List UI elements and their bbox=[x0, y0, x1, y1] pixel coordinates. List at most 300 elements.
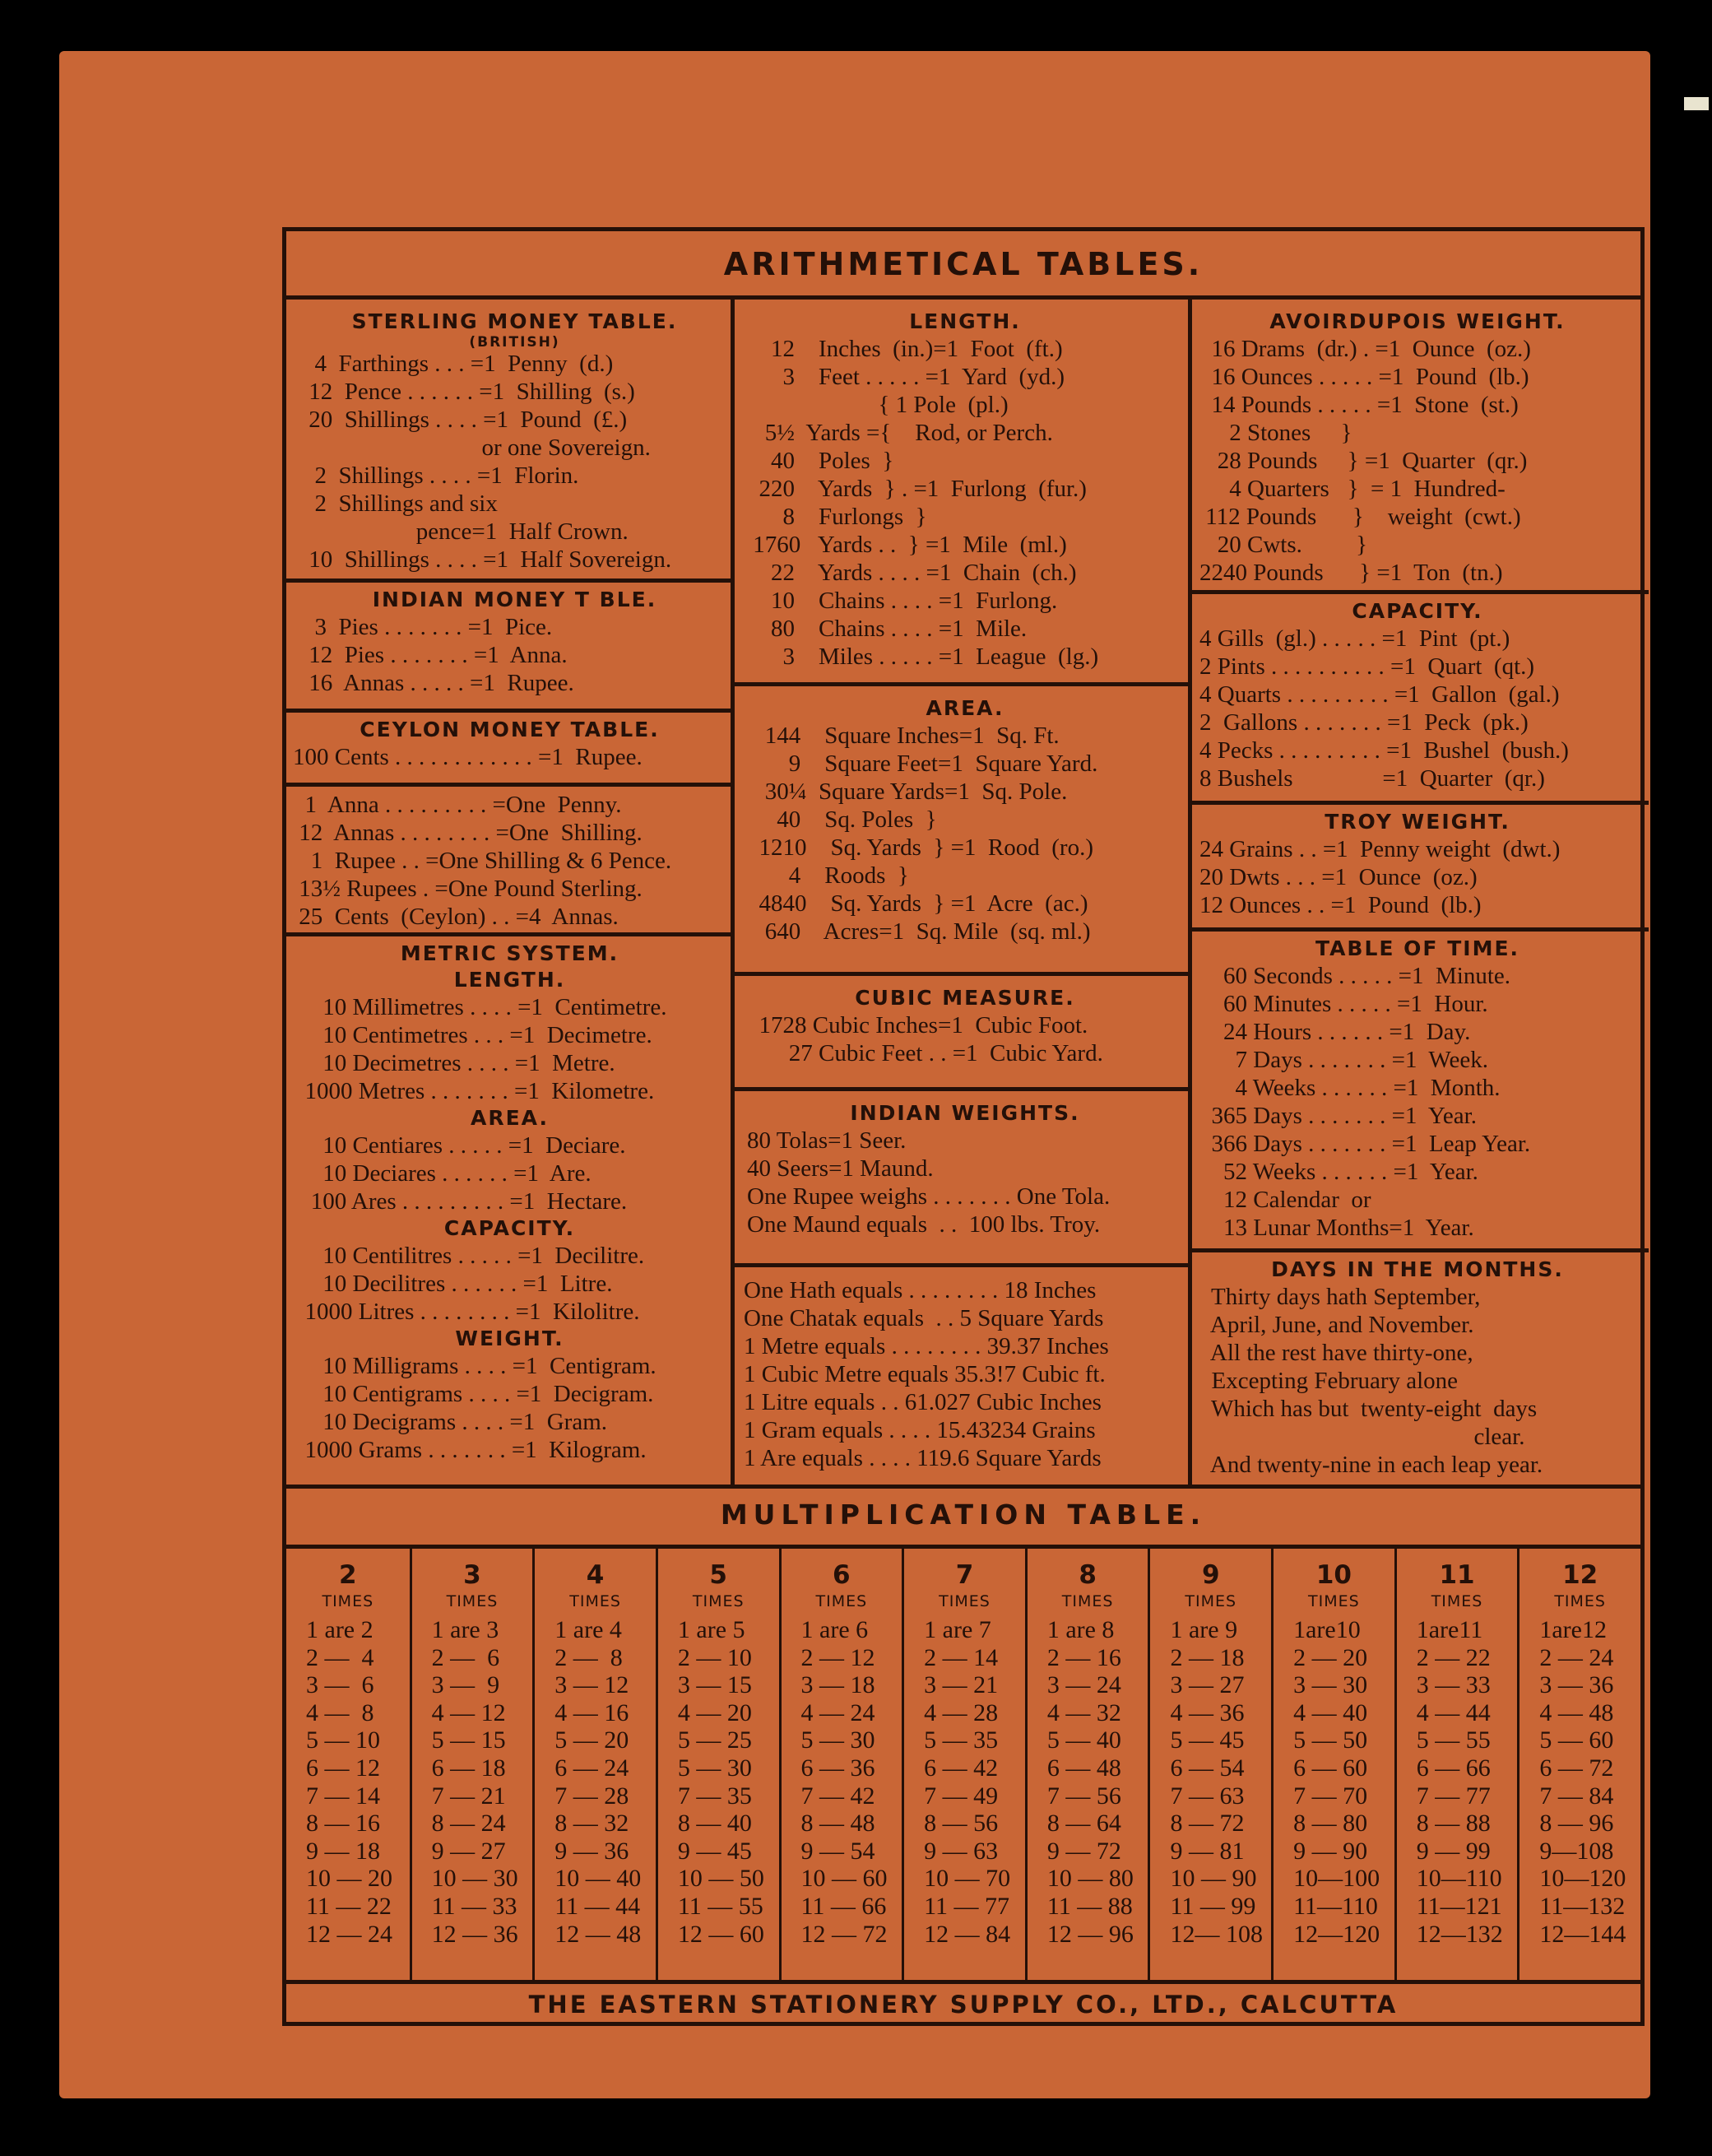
multiplication-row: 8 — 48 bbox=[800, 1810, 875, 1838]
multiplication-row: 5 — 15 bbox=[431, 1726, 506, 1754]
multiplication-row: 11 — 77 bbox=[924, 1892, 1010, 1920]
table-row: 1000 Litres . . . . . . . . =1 Kilolitre. bbox=[293, 1299, 640, 1325]
multiplier-number: 9 bbox=[1201, 1560, 1220, 1590]
multiplication-row: 7 — 77 bbox=[1416, 1782, 1491, 1810]
table-row: 10 Centimetres . . . =1 Decimetre. bbox=[293, 1022, 652, 1048]
table-row: 40 Seers=1 Maund. bbox=[747, 1155, 934, 1182]
times-label: TIMES bbox=[1431, 1592, 1483, 1610]
multiplication-row: 2 — 10 bbox=[677, 1643, 752, 1671]
multiplication-row: 4 — 20 bbox=[677, 1698, 752, 1726]
table-row: 13 Lunar Months=1 Year. bbox=[1199, 1215, 1474, 1241]
table-row: 1000 Metres . . . . . . . =1 Kilometre. bbox=[293, 1078, 655, 1104]
multiplication-row: 12—120 bbox=[1293, 1920, 1380, 1948]
column-divider-2 bbox=[1188, 300, 1192, 1485]
table-row: 3 Pies . . . . . . . =1 Pice. bbox=[303, 614, 553, 640]
multiplication-row: 7 — 56 bbox=[1046, 1782, 1121, 1810]
times-label: TIMES bbox=[1554, 1592, 1606, 1610]
table-row: April, June, and November. bbox=[1199, 1312, 1474, 1338]
section-heading: TROY WEIGHT. bbox=[1325, 810, 1510, 834]
table-row: 4 Quarts . . . . . . . . . =1 Gallon (gal.) bbox=[1199, 681, 1560, 708]
table-row: 2 Pints . . . . . . . . . . =1 Quart (qt.) bbox=[1199, 653, 1535, 680]
area-table bbox=[747, 695, 1183, 946]
publisher-footer: THE EASTERN STATIONERY SUPPLY CO., LTD., CALCUTTA bbox=[528, 1991, 1399, 2019]
multiplication-row: 9—108 bbox=[1539, 1837, 1614, 1865]
times-label: TIMES bbox=[815, 1592, 868, 1610]
table-row: 10 Decilitres . . . . . . =1 Litre. bbox=[293, 1271, 613, 1297]
times-label: TIMES bbox=[569, 1592, 621, 1610]
section-heading: DAYS IN THE MONTHS. bbox=[1271, 1257, 1564, 1281]
table-row: 2 Shillings and six bbox=[303, 490, 498, 517]
indian-money-rows bbox=[303, 613, 726, 697]
multiplication-row: 8 — 56 bbox=[924, 1810, 999, 1838]
table-row: 20 Shillings . . . . =1 Pound (£.) bbox=[303, 407, 628, 433]
table-row: 2 Shillings . . . . =1 Florin. bbox=[303, 462, 579, 489]
multiplication-row: 11 — 22 bbox=[306, 1892, 392, 1920]
table-row: 1000 Grams . . . . . . . =1 Kilogram. bbox=[293, 1437, 647, 1463]
multiplication-row: 8 — 96 bbox=[1539, 1810, 1614, 1838]
multiplication-row: 1 are 4 bbox=[554, 1616, 622, 1643]
multiplication-row: 6 — 24 bbox=[554, 1754, 629, 1782]
area-rows bbox=[747, 722, 1183, 946]
table-row: 27 Cubic Feet . . =1 Cubic Yard. bbox=[747, 1040, 1103, 1066]
spine-edge bbox=[1684, 97, 1709, 110]
multiplication-row: 2 — 4 bbox=[306, 1643, 374, 1671]
multiplication-row: 1 are 7 bbox=[924, 1616, 991, 1643]
multiplication-row: 6 — 66 bbox=[1416, 1754, 1491, 1782]
multiplication-row: 12 — 72 bbox=[800, 1920, 888, 1948]
table-row: pence=1 Half Crown. bbox=[303, 518, 629, 545]
table-row: 10 Deciares . . . . . . =1 Are. bbox=[293, 1160, 592, 1187]
multiplication-row: 3 — 12 bbox=[554, 1671, 629, 1699]
multiplication-row: 6 — 12 bbox=[306, 1754, 380, 1782]
avoirdupois-rows bbox=[1199, 335, 1635, 587]
multiplication-row: 11 — 99 bbox=[1170, 1892, 1256, 1920]
multiplication-row: 4 — 24 bbox=[800, 1698, 875, 1726]
multiplication-row: 2 — 16 bbox=[1046, 1643, 1121, 1671]
table-row: 4 Weeks . . . . . . =1 Month. bbox=[1199, 1075, 1501, 1101]
table-row: Which has but twenty-eight days bbox=[1199, 1396, 1538, 1422]
table-row: 100 Ares . . . . . . . . . =1 Hectare. bbox=[293, 1188, 628, 1215]
table-row: 3 Miles . . . . . =1 League (lg.) bbox=[747, 644, 1099, 670]
table-row: 13½ Rupees . =One Pound Sterling. bbox=[293, 876, 643, 902]
multiplication-row: 8 — 16 bbox=[306, 1810, 380, 1838]
multiplication-row: 4 — 44 bbox=[1416, 1698, 1491, 1726]
multiplication-row: 1 are 8 bbox=[1046, 1616, 1115, 1643]
times-label: TIMES bbox=[1061, 1592, 1114, 1610]
table-row: 8 Bushels =1 Quarter (qr.) bbox=[1199, 765, 1545, 792]
multiplication-row: 3 — 36 bbox=[1539, 1671, 1614, 1699]
table-row: 80 Chains . . . . =1 Mile. bbox=[747, 616, 1028, 642]
multiplication-row: 7 — 63 bbox=[1170, 1782, 1245, 1810]
multiplication-row: 2 — 12 bbox=[800, 1643, 875, 1671]
rule-r3 bbox=[1192, 927, 1649, 932]
multiplication-row: 3 — 24 bbox=[1046, 1671, 1121, 1699]
section-heading: INDIAN WEIGHTS. bbox=[850, 1101, 1080, 1125]
multiplication-column-12 bbox=[1517, 1549, 1640, 1980]
multiplier-number: 3 bbox=[463, 1560, 481, 1590]
section-subheading: (BRITISH) bbox=[469, 334, 560, 351]
multiplication-row: 5 — 35 bbox=[924, 1726, 999, 1754]
multiplication-row: 11—132 bbox=[1539, 1892, 1626, 1920]
multiplication-row: 5 — 50 bbox=[1293, 1726, 1368, 1754]
multiplication-row: 2 — 6 bbox=[431, 1643, 500, 1671]
multiplication-row: 5 — 20 bbox=[554, 1726, 629, 1754]
table-row: Excepting February alone bbox=[1199, 1368, 1459, 1394]
table-row: 12 Inches (in.)=1 Foot (ft.) bbox=[747, 336, 1063, 362]
section-heading: AREA. bbox=[926, 696, 1004, 720]
multiplication-row: 8 — 40 bbox=[677, 1810, 752, 1838]
table-row: 100 Cents . . . . . . . . . . . . =1 Rupee. bbox=[293, 744, 643, 770]
multiplication-row: 9 — 54 bbox=[800, 1837, 875, 1865]
table-row: And twenty-nine in each leap year. bbox=[1199, 1452, 1543, 1478]
multiplication-row: 8 — 64 bbox=[1046, 1810, 1121, 1838]
table-row: 30¼ Square Yards=1 Sq. Pole. bbox=[747, 778, 1068, 805]
multiplication-row: 11 — 55 bbox=[677, 1892, 763, 1920]
tables-frame bbox=[282, 227, 1645, 2026]
rule-m2 bbox=[735, 972, 1188, 976]
multiplier-number: 8 bbox=[1079, 1560, 1097, 1590]
rule-l2 bbox=[286, 709, 731, 713]
multiplication-row: 2 — 24 bbox=[1539, 1643, 1614, 1671]
multiplication-row: 4 — 12 bbox=[431, 1698, 506, 1726]
multiplication-row: 10 — 80 bbox=[1046, 1865, 1134, 1893]
table-row: 1 Are equals . . . . 119.6 Square Yards bbox=[744, 1445, 1102, 1471]
section-heading: STERLING MONEY TABLE. bbox=[351, 309, 678, 333]
multiplication-row: 4 — 28 bbox=[924, 1698, 999, 1726]
troy-weight-table bbox=[1199, 809, 1635, 919]
table-row: 112 Pounds } weight (cwt.) bbox=[1199, 504, 1521, 530]
table-row: 12 Annas . . . . . . . . =One Shilling. bbox=[293, 820, 643, 846]
table-row: 12 Pies . . . . . . . =1 Anna. bbox=[303, 642, 568, 668]
times-label: TIMES bbox=[692, 1592, 745, 1610]
table-row: 10 Shillings . . . . =1 Half Sovereign. bbox=[303, 546, 672, 573]
multiplication-row: 2 — 8 bbox=[554, 1643, 623, 1671]
multiplication-row: 5 — 10 bbox=[306, 1726, 380, 1754]
subsection-heading: CAPACITY. bbox=[443, 1216, 576, 1240]
subsection-heading: LENGTH. bbox=[453, 968, 566, 992]
multiplication-row: 5 — 30 bbox=[677, 1754, 752, 1782]
multiplication-row: 7 — 70 bbox=[1293, 1782, 1368, 1810]
page-title: ARITHMETICAL TABLES. bbox=[723, 246, 1204, 282]
multiplication-row: 8 — 88 bbox=[1416, 1810, 1491, 1838]
table-row: 1728 Cubic Inches=1 Cubic Foot. bbox=[747, 1012, 1088, 1039]
multiplication-row: 4 — 16 bbox=[554, 1698, 629, 1726]
multiplication-row: 1are11 bbox=[1416, 1616, 1483, 1643]
rule-r4 bbox=[1192, 1248, 1649, 1252]
table-row: 8 Furlongs } bbox=[747, 504, 927, 530]
multiplication-row: 4 — 32 bbox=[1046, 1698, 1121, 1726]
rule-l3 bbox=[286, 783, 731, 787]
multiplication-heading: MULTIPLICATION TABLE. bbox=[720, 1499, 1207, 1531]
multiplication-row: 7 — 21 bbox=[431, 1782, 506, 1810]
multiplication-row: 12— 108 bbox=[1170, 1920, 1263, 1948]
table-row: 60 Minutes . . . . . =1 Hour. bbox=[1199, 991, 1488, 1017]
cubic-rows bbox=[747, 1011, 1183, 1067]
rule-footer bbox=[286, 1980, 1640, 1984]
multiplication-column-6 bbox=[779, 1549, 902, 1980]
table-row: 20 Cwts. } bbox=[1199, 532, 1368, 558]
section-heading: INDIAN MONEY T BLE. bbox=[372, 588, 657, 611]
multiplication-row: 10 — 70 bbox=[924, 1865, 1011, 1893]
multiplication-row: 9 — 18 bbox=[306, 1837, 380, 1865]
length-table bbox=[747, 309, 1183, 671]
table-row: One Chatak equals . . 5 Square Yards bbox=[744, 1305, 1104, 1331]
multiplication-grid bbox=[286, 1549, 1640, 1980]
table-row: 28 Pounds } =1 Quarter (qr.) bbox=[1199, 448, 1528, 474]
multiplication-row: 11 — 88 bbox=[1046, 1892, 1133, 1920]
multiplier-number: 4 bbox=[586, 1560, 605, 1590]
multiplication-row: 12—144 bbox=[1539, 1920, 1626, 1948]
section-heading: AVOIRDUPOIS WEIGHT. bbox=[1269, 309, 1566, 333]
table-row: 144 Square Inches=1 Sq. Ft. bbox=[747, 723, 1060, 749]
multiplication-row: 9 — 27 bbox=[431, 1837, 506, 1865]
multiplication-row: 3 — 15 bbox=[677, 1671, 752, 1699]
notebook-back-cover bbox=[59, 51, 1650, 2098]
multiplier-number: 2 bbox=[339, 1560, 357, 1590]
multiplication-row: 2 — 22 bbox=[1416, 1643, 1491, 1671]
multiplication-row: 8 — 80 bbox=[1293, 1810, 1368, 1838]
multiplication-row: 1 are 9 bbox=[1170, 1616, 1238, 1643]
capacity-table bbox=[1199, 598, 1635, 792]
table-row: One Maund equals . . 100 lbs. Troy. bbox=[747, 1211, 1101, 1238]
multiplication-row: 10—110 bbox=[1416, 1865, 1502, 1893]
multiplication-row: 1are10 bbox=[1293, 1616, 1361, 1643]
multiplication-row: 9 — 81 bbox=[1170, 1837, 1245, 1865]
section-heading: LENGTH. bbox=[909, 309, 1021, 333]
multiplication-row: 10 — 50 bbox=[677, 1865, 764, 1893]
multiplication-row: 9 — 63 bbox=[924, 1837, 999, 1865]
table-row: 16 Ounces . . . . . =1 Pound (lb.) bbox=[1199, 364, 1529, 390]
multiplication-row: 12 — 48 bbox=[554, 1920, 642, 1948]
indian-money-table bbox=[303, 587, 726, 697]
column-divider-1 bbox=[731, 300, 735, 1485]
table-row: 3 Feet . . . . . =1 Yard (yd.) bbox=[747, 364, 1065, 390]
multiplication-row: 4 — 8 bbox=[306, 1698, 374, 1726]
multiplication-row: 1 are 3 bbox=[431, 1616, 499, 1643]
multiplication-row: 12 — 96 bbox=[1046, 1920, 1134, 1948]
multiplication-row: 7 — 14 bbox=[306, 1782, 380, 1810]
table-row: 2 Stones } bbox=[1199, 420, 1352, 446]
equivalents-rows bbox=[293, 791, 726, 931]
rule-m1 bbox=[735, 682, 1188, 686]
table-row: 24 Hours . . . . . . =1 Day. bbox=[1199, 1019, 1471, 1045]
multiplication-row: 9 — 90 bbox=[1293, 1837, 1368, 1865]
table-row: 20 Dwts . . . =1 Ounce (oz.) bbox=[1199, 864, 1478, 890]
multiplication-row: 3 — 21 bbox=[924, 1671, 999, 1699]
section-heading: METRIC SYSTEM. bbox=[400, 941, 619, 965]
multiplication-row: 11 — 66 bbox=[800, 1892, 887, 1920]
multiplication-row: 8 — 24 bbox=[431, 1810, 506, 1838]
multiplier-number: 5 bbox=[709, 1560, 727, 1590]
multiplication-row: 11—121 bbox=[1416, 1892, 1502, 1920]
table-row: 1 Anna . . . . . . . . . =One Penny. bbox=[293, 792, 622, 818]
table-row: 10 Centiares . . . . . =1 Deciare. bbox=[293, 1132, 626, 1159]
table-row: 22 Yards . . . . =1 Chain (ch.) bbox=[747, 560, 1077, 586]
table-row: 60 Seconds . . . . . =1 Minute. bbox=[1199, 963, 1511, 989]
multiplication-column-3 bbox=[410, 1549, 533, 1980]
table-row: 10 Chains . . . . =1 Furlong. bbox=[747, 588, 1058, 614]
multiplication-row: 10—120 bbox=[1539, 1865, 1626, 1893]
cubic-measure-table bbox=[747, 985, 1183, 1067]
multiplication-row: 12—132 bbox=[1416, 1920, 1503, 1948]
table-row: 1760 Yards . . } =1 Mile (ml.) bbox=[747, 532, 1067, 558]
table-row: 40 Sq. Poles } bbox=[747, 806, 937, 833]
multiplication-row: 11 — 33 bbox=[431, 1892, 517, 1920]
title-rule bbox=[286, 295, 1640, 300]
misc-rows bbox=[744, 1276, 1186, 1472]
table-of-time bbox=[1199, 936, 1635, 1242]
section-heading: CEYLON MONEY TABLE. bbox=[360, 718, 660, 741]
multiplication-row: 4 — 48 bbox=[1539, 1698, 1614, 1726]
subsection-heading: AREA. bbox=[471, 1106, 549, 1130]
sterling-money-table bbox=[303, 309, 726, 574]
multiplication-row: 11—110 bbox=[1293, 1892, 1378, 1920]
multiplier-number: 7 bbox=[955, 1560, 974, 1590]
table-row: 10 Decimetres . . . . =1 Metre. bbox=[293, 1050, 615, 1076]
times-label: TIMES bbox=[939, 1592, 991, 1610]
rule-r1 bbox=[1192, 590, 1649, 594]
multiplication-row: 7 — 42 bbox=[800, 1782, 875, 1810]
multiplication-row: 3 — 27 bbox=[1170, 1671, 1245, 1699]
multiplication-column-9 bbox=[1148, 1549, 1271, 1980]
multiplication-row: 5 — 40 bbox=[1046, 1726, 1121, 1754]
table-row: 4 Gills (gl.) . . . . . =1 Pint (pt.) bbox=[1199, 625, 1510, 652]
table-row: 1 Metre equals . . . . . . . . 39.37 Inches bbox=[744, 1333, 1109, 1359]
table-row: 12 Pence . . . . . . =1 Shilling (s.) bbox=[303, 379, 635, 405]
table-row: 10 Millimetres . . . . =1 Centimetre. bbox=[293, 994, 667, 1020]
multiplication-row: 10—100 bbox=[1293, 1865, 1380, 1893]
table-row: 1 Rupee . . =One Shilling & 6 Pence. bbox=[293, 848, 672, 874]
table-row: 24 Grains . . =1 Penny weight (dwt.) bbox=[1199, 836, 1561, 862]
money-equivalents bbox=[293, 791, 726, 931]
table-row: 52 Weeks . . . . . . =1 Year. bbox=[1199, 1159, 1478, 1185]
table-row: 16 Annas . . . . . =1 Rupee. bbox=[303, 670, 574, 696]
section-heading: CAPACITY. bbox=[1352, 599, 1483, 623]
table-row: 9 Square Feet=1 Square Yard. bbox=[747, 750, 1098, 777]
table-row: One Rupee weighs . . . . . . . One Tola. bbox=[747, 1183, 1111, 1210]
length-rows bbox=[747, 335, 1183, 671]
multiplication-row: 1 are 5 bbox=[677, 1616, 745, 1643]
multiplication-row: 4 — 40 bbox=[1293, 1698, 1368, 1726]
multiplication-row: 9 — 99 bbox=[1416, 1837, 1491, 1865]
multiplication-row: 11 — 44 bbox=[554, 1892, 641, 1920]
multiplication-row: 5 — 30 bbox=[800, 1726, 875, 1754]
multiplication-row: 3 — 6 bbox=[306, 1671, 374, 1699]
table-row: 1210 Sq. Yards } =1 Rood (ro.) bbox=[747, 834, 1093, 861]
multiplier-number: 6 bbox=[833, 1560, 851, 1590]
table-row: 5½ Yards ={ Rod, or Perch. bbox=[747, 420, 1053, 446]
multiplication-row: 6 — 36 bbox=[800, 1754, 875, 1782]
table-row: 4840 Sq. Yards } =1 Acre (ac.) bbox=[747, 890, 1088, 917]
multiplication-row: 10 — 90 bbox=[1170, 1865, 1257, 1893]
multiplication-row: 6 — 60 bbox=[1293, 1754, 1368, 1782]
multiplication-row: 1 are 6 bbox=[800, 1616, 869, 1643]
multiplication-row: 6 — 54 bbox=[1170, 1754, 1245, 1782]
multiplication-row: 6 — 72 bbox=[1539, 1754, 1614, 1782]
table-row: 2240 Pounds } =1 Ton (tn.) bbox=[1199, 560, 1503, 586]
multiplication-row: 3 — 18 bbox=[800, 1671, 875, 1699]
multiplication-row: 1 are 2 bbox=[306, 1616, 373, 1643]
table-row: 10 Centilitres . . . . . =1 Decilitre. bbox=[293, 1243, 645, 1269]
table-row: 640 Acres=1 Sq. Mile (sq. ml.) bbox=[747, 918, 1091, 945]
table-row: clear. bbox=[1199, 1424, 1525, 1450]
multiplication-row: 10 — 30 bbox=[431, 1865, 518, 1893]
table-row: 10 Decigrams . . . . =1 Gram. bbox=[293, 1409, 607, 1435]
multiplication-row: 6 — 48 bbox=[1046, 1754, 1121, 1782]
multiplication-row: 5 — 60 bbox=[1539, 1726, 1614, 1754]
days-in-months bbox=[1199, 1257, 1635, 1479]
rule-l4 bbox=[286, 932, 731, 936]
multiplication-row: 9 — 72 bbox=[1046, 1837, 1121, 1865]
ceylon-rows bbox=[293, 743, 726, 771]
rule-m3 bbox=[735, 1087, 1188, 1091]
time-rows bbox=[1199, 962, 1635, 1242]
table-row: 4 Roods } bbox=[747, 862, 909, 889]
multiplication-row: 2 — 18 bbox=[1170, 1643, 1245, 1671]
table-row: One Hath equals . . . . . . . . 18 Inches bbox=[744, 1277, 1097, 1303]
times-label: TIMES bbox=[446, 1592, 499, 1610]
multiplier-number: 10 bbox=[1315, 1560, 1352, 1590]
table-row: 4 Pecks . . . . . . . . . =1 Bushel (bush.) bbox=[1199, 737, 1569, 764]
multiplication-column-2 bbox=[286, 1549, 410, 1980]
multiplication-column-8 bbox=[1025, 1549, 1148, 1980]
metric-sections bbox=[293, 967, 726, 1464]
table-row: Thirty days hath September, bbox=[1199, 1284, 1481, 1310]
table-row: 7 Days . . . . . . . =1 Week. bbox=[1199, 1047, 1488, 1073]
table-row: 1 Gram equals . . . . 15.43234 Grains bbox=[744, 1417, 1096, 1443]
table-row: 2 Gallons . . . . . . . =1 Peck (pk.) bbox=[1199, 709, 1529, 736]
table-row: 1 Cubic Metre equals 35.3!7 Cubic ft. bbox=[744, 1361, 1106, 1387]
multiplication-row: 5 — 55 bbox=[1416, 1726, 1491, 1754]
table-row: 365 Days . . . . . . . =1 Year. bbox=[1199, 1103, 1477, 1129]
multiplication-row: 12 — 24 bbox=[306, 1920, 392, 1948]
multiplication-row: 9 — 45 bbox=[677, 1837, 752, 1865]
table-row: 10 Centigrams . . . . =1 Decigram. bbox=[293, 1381, 654, 1407]
rule-m4 bbox=[735, 1263, 1188, 1267]
multiplication-row: 12 — 84 bbox=[924, 1920, 1011, 1948]
multiplication-row: 12 — 60 bbox=[677, 1920, 764, 1948]
ceylon-money-table bbox=[293, 717, 726, 771]
multiplication-row: 10 — 60 bbox=[800, 1865, 888, 1893]
sterling-rows bbox=[303, 350, 726, 574]
multiplication-row: 10 — 20 bbox=[306, 1865, 392, 1893]
multiplication-row: 6 — 42 bbox=[924, 1754, 999, 1782]
multiplication-row: 7 — 35 bbox=[677, 1782, 752, 1810]
multiplication-row: 8 — 72 bbox=[1170, 1810, 1245, 1838]
misc-equivalents bbox=[744, 1276, 1186, 1472]
multiplication-row: 4 — 36 bbox=[1170, 1698, 1245, 1726]
table-row: All the rest have thirty-one, bbox=[1199, 1340, 1473, 1366]
multiplication-row: 1are12 bbox=[1539, 1616, 1607, 1643]
indian-weights-table bbox=[747, 1100, 1183, 1238]
multiplication-row: 6 — 18 bbox=[431, 1754, 506, 1782]
multiplication-column-10 bbox=[1271, 1549, 1394, 1980]
multiplication-row: 9 — 36 bbox=[554, 1837, 629, 1865]
multiplication-row: 12 — 36 bbox=[431, 1920, 518, 1948]
section-heading: CUBIC MEASURE. bbox=[855, 986, 1075, 1010]
table-row: 25 Cents (Ceylon) . . =4 Annas. bbox=[293, 904, 619, 930]
capacity-rows bbox=[1199, 625, 1635, 792]
multiplication-row: 5 — 45 bbox=[1170, 1726, 1245, 1754]
times-label: TIMES bbox=[1308, 1592, 1360, 1610]
table-row: 80 Tolas=1 Seer. bbox=[747, 1127, 907, 1154]
table-row: 366 Days . . . . . . . =1 Leap Year. bbox=[1199, 1131, 1531, 1157]
multiplication-column-5 bbox=[656, 1549, 779, 1980]
multiplication-row: 8 — 32 bbox=[554, 1810, 629, 1838]
table-row: 220 Yards } . =1 Furlong (fur.) bbox=[747, 476, 1087, 502]
multiplication-row: 7 — 49 bbox=[924, 1782, 999, 1810]
times-label: TIMES bbox=[322, 1592, 374, 1610]
